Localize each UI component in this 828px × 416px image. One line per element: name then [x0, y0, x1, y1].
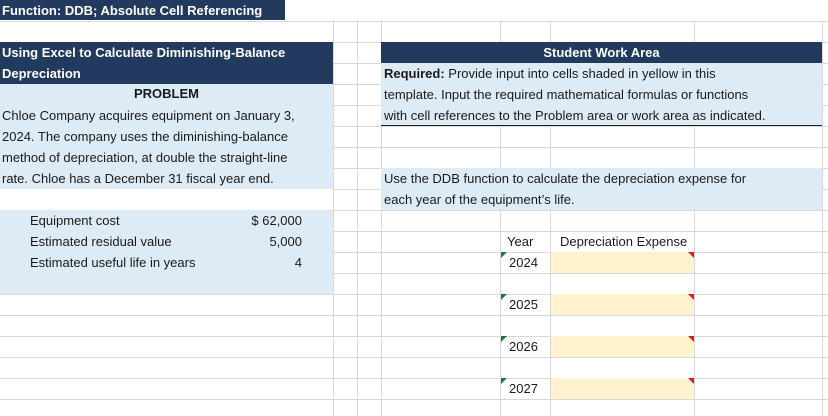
error-indicator-icon: [501, 294, 507, 300]
title-underline: [0, 20, 285, 21]
depreciation-input-2026[interactable]: [551, 336, 694, 357]
left-header-line-2: Depreciation: [2, 66, 81, 81]
depreciation-input-2024[interactable]: [551, 252, 694, 273]
required-line-2[interactable]: template. Input the required mathematical formulas or functions: [384, 87, 749, 102]
problem-spacer-row: [0, 189, 333, 210]
ddb-instruction-line-1[interactable]: Use the DDB function to calculate the depreciation expense for: [384, 171, 747, 186]
required-bold-label: Required:: [384, 66, 445, 81]
left-section-header[interactable]: [0, 42, 333, 84]
required-line-3[interactable]: with cell references to the Problem area or work area as indicated.: [384, 108, 766, 123]
depreciation-expense-column-header[interactable]: Depreciation Expense: [560, 234, 688, 249]
problem-text-line-2[interactable]: 2024. The company uses the diminishing-balance: [2, 129, 288, 144]
year-column-header[interactable]: Year: [507, 234, 534, 249]
left-header-line-1: Using Excel to Calculate Diminishing-Balance: [2, 45, 286, 60]
error-indicator-icon: [501, 252, 507, 258]
error-indicator-icon: [501, 378, 507, 384]
useful-life-value[interactable]: 4: [294, 255, 302, 270]
useful-life-label[interactable]: Estimated useful life in years: [30, 255, 196, 270]
problem-text-line-4[interactable]: rate. Chloe has a December 31 fiscal year end.: [2, 171, 274, 186]
problem-text-line-3[interactable]: method of depreciation, at double the straight-line: [2, 150, 288, 165]
depreciation-input-2025[interactable]: [551, 294, 694, 315]
required-line-1[interactable]: [384, 63, 820, 84]
equipment-cost-label[interactable]: Equipment cost: [30, 213, 120, 228]
sheet-title[interactable]: Function: DDB; Absolute Cell Referencing: [0, 0, 285, 21]
year-cell-2027[interactable]: 2027: [509, 381, 538, 396]
year-cell-2026[interactable]: 2026: [509, 339, 538, 354]
equipment-cost-value[interactable]: $ 62,000: [251, 213, 302, 228]
residual-value-value[interactable]: 5,000: [269, 234, 302, 249]
error-indicator-icon: [501, 336, 507, 342]
year-cell-2025[interactable]: 2025: [509, 297, 538, 312]
depreciation-input-2027[interactable]: [551, 378, 694, 399]
problem-text-line-1[interactable]: Chloe Company acquires equipment on January 3,: [2, 108, 295, 123]
comment-indicator-icon[interactable]: [688, 252, 694, 258]
year-cell-2024[interactable]: 2024: [509, 255, 538, 270]
comment-indicator-icon[interactable]: [688, 378, 694, 384]
comment-indicator-icon[interactable]: [688, 294, 694, 300]
residual-value-label[interactable]: Estimated residual value: [30, 234, 172, 249]
comment-indicator-icon[interactable]: [688, 336, 694, 342]
ddb-instruction-line-2[interactable]: each year of the equipment’s life.: [384, 192, 575, 207]
required-line-1-text: Provide input into cells shaded in yellow in this: [444, 66, 716, 81]
problem-label[interactable]: PROBLEM: [134, 86, 199, 101]
student-work-area-header[interactable]: Student Work Area: [381, 42, 822, 63]
